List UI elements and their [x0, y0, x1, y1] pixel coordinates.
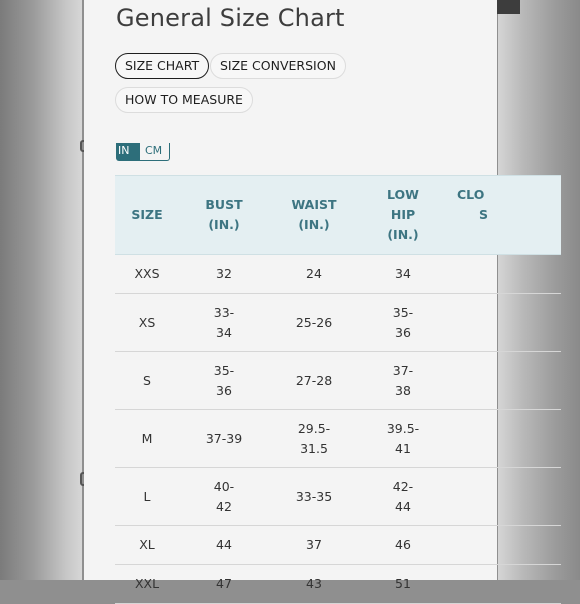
tab-how-to-measure[interactable]: HOW TO MEASURE: [115, 87, 253, 113]
tab-size-chart[interactable]: SIZE CHART: [115, 53, 209, 79]
size-table: [115, 175, 561, 604]
size-chart-panel: [84, 0, 497, 591]
cell-size: XS: [115, 294, 179, 352]
cell-close: [447, 255, 561, 294]
column-header-close: CLO S: [447, 176, 561, 255]
table-row: [115, 352, 561, 410]
background-left: [0, 0, 82, 580]
column-header-size: SIZE: [115, 176, 179, 255]
cell-waist: 24: [269, 255, 359, 294]
cell-close: [447, 565, 561, 604]
table-header-row: [115, 176, 561, 255]
table-row: [115, 294, 561, 352]
cell-low-hip: 51: [359, 565, 447, 604]
column-header-bust: BUST (IN.): [179, 176, 269, 255]
cell-waist: 43: [269, 565, 359, 604]
cell-size: S: [115, 352, 179, 410]
cell-bust: 47: [179, 565, 269, 604]
cell-waist: 29.5- 31.5: [269, 410, 359, 468]
column-header-low-hip: LOW HIP (IN.): [359, 176, 447, 255]
cell-bust: 32: [179, 255, 269, 294]
size-table-container[interactable]: [115, 175, 489, 595]
cell-size: L: [115, 468, 179, 526]
unit-toggle[interactable]: [116, 143, 170, 161]
cell-close: [447, 468, 561, 526]
tab-size-conversion[interactable]: SIZE CONVERSION: [210, 53, 346, 79]
table-row: [115, 565, 561, 604]
cell-close: [447, 294, 561, 352]
cell-low-hip: 35- 36: [359, 294, 447, 352]
cell-low-hip: 42- 44: [359, 468, 447, 526]
cell-bust: 35- 36: [179, 352, 269, 410]
cell-close: [447, 352, 561, 410]
table-row: [115, 526, 561, 565]
cell-bust: 33- 34: [179, 294, 269, 352]
cell-close: [447, 526, 561, 565]
cell-low-hip: 39.5- 41: [359, 410, 447, 468]
cell-size: M: [115, 410, 179, 468]
cell-waist: 33-35: [269, 468, 359, 526]
table-row: [115, 468, 561, 526]
cell-bust: 40- 42: [179, 468, 269, 526]
page-title: General Size Chart: [116, 4, 345, 32]
cell-bust: 37-39: [179, 410, 269, 468]
cell-waist: 37: [269, 526, 359, 565]
column-header-waist: WAIST (IN.): [269, 176, 359, 255]
cell-size: XL: [115, 526, 179, 565]
unit-cm-option[interactable]: CM: [145, 144, 163, 157]
cell-low-hip: 46: [359, 526, 447, 565]
unit-in-option[interactable]: IN: [117, 143, 140, 160]
cell-close: [447, 410, 561, 468]
cell-waist: 27-28: [269, 352, 359, 410]
table-row: [115, 410, 561, 468]
cell-low-hip: 37- 38: [359, 352, 447, 410]
table-row: [115, 255, 561, 294]
cell-size: XXL: [115, 565, 179, 604]
cell-bust: 44: [179, 526, 269, 565]
cell-waist: 25-26: [269, 294, 359, 352]
cell-size: XXS: [115, 255, 179, 294]
cell-low-hip: 34: [359, 255, 447, 294]
